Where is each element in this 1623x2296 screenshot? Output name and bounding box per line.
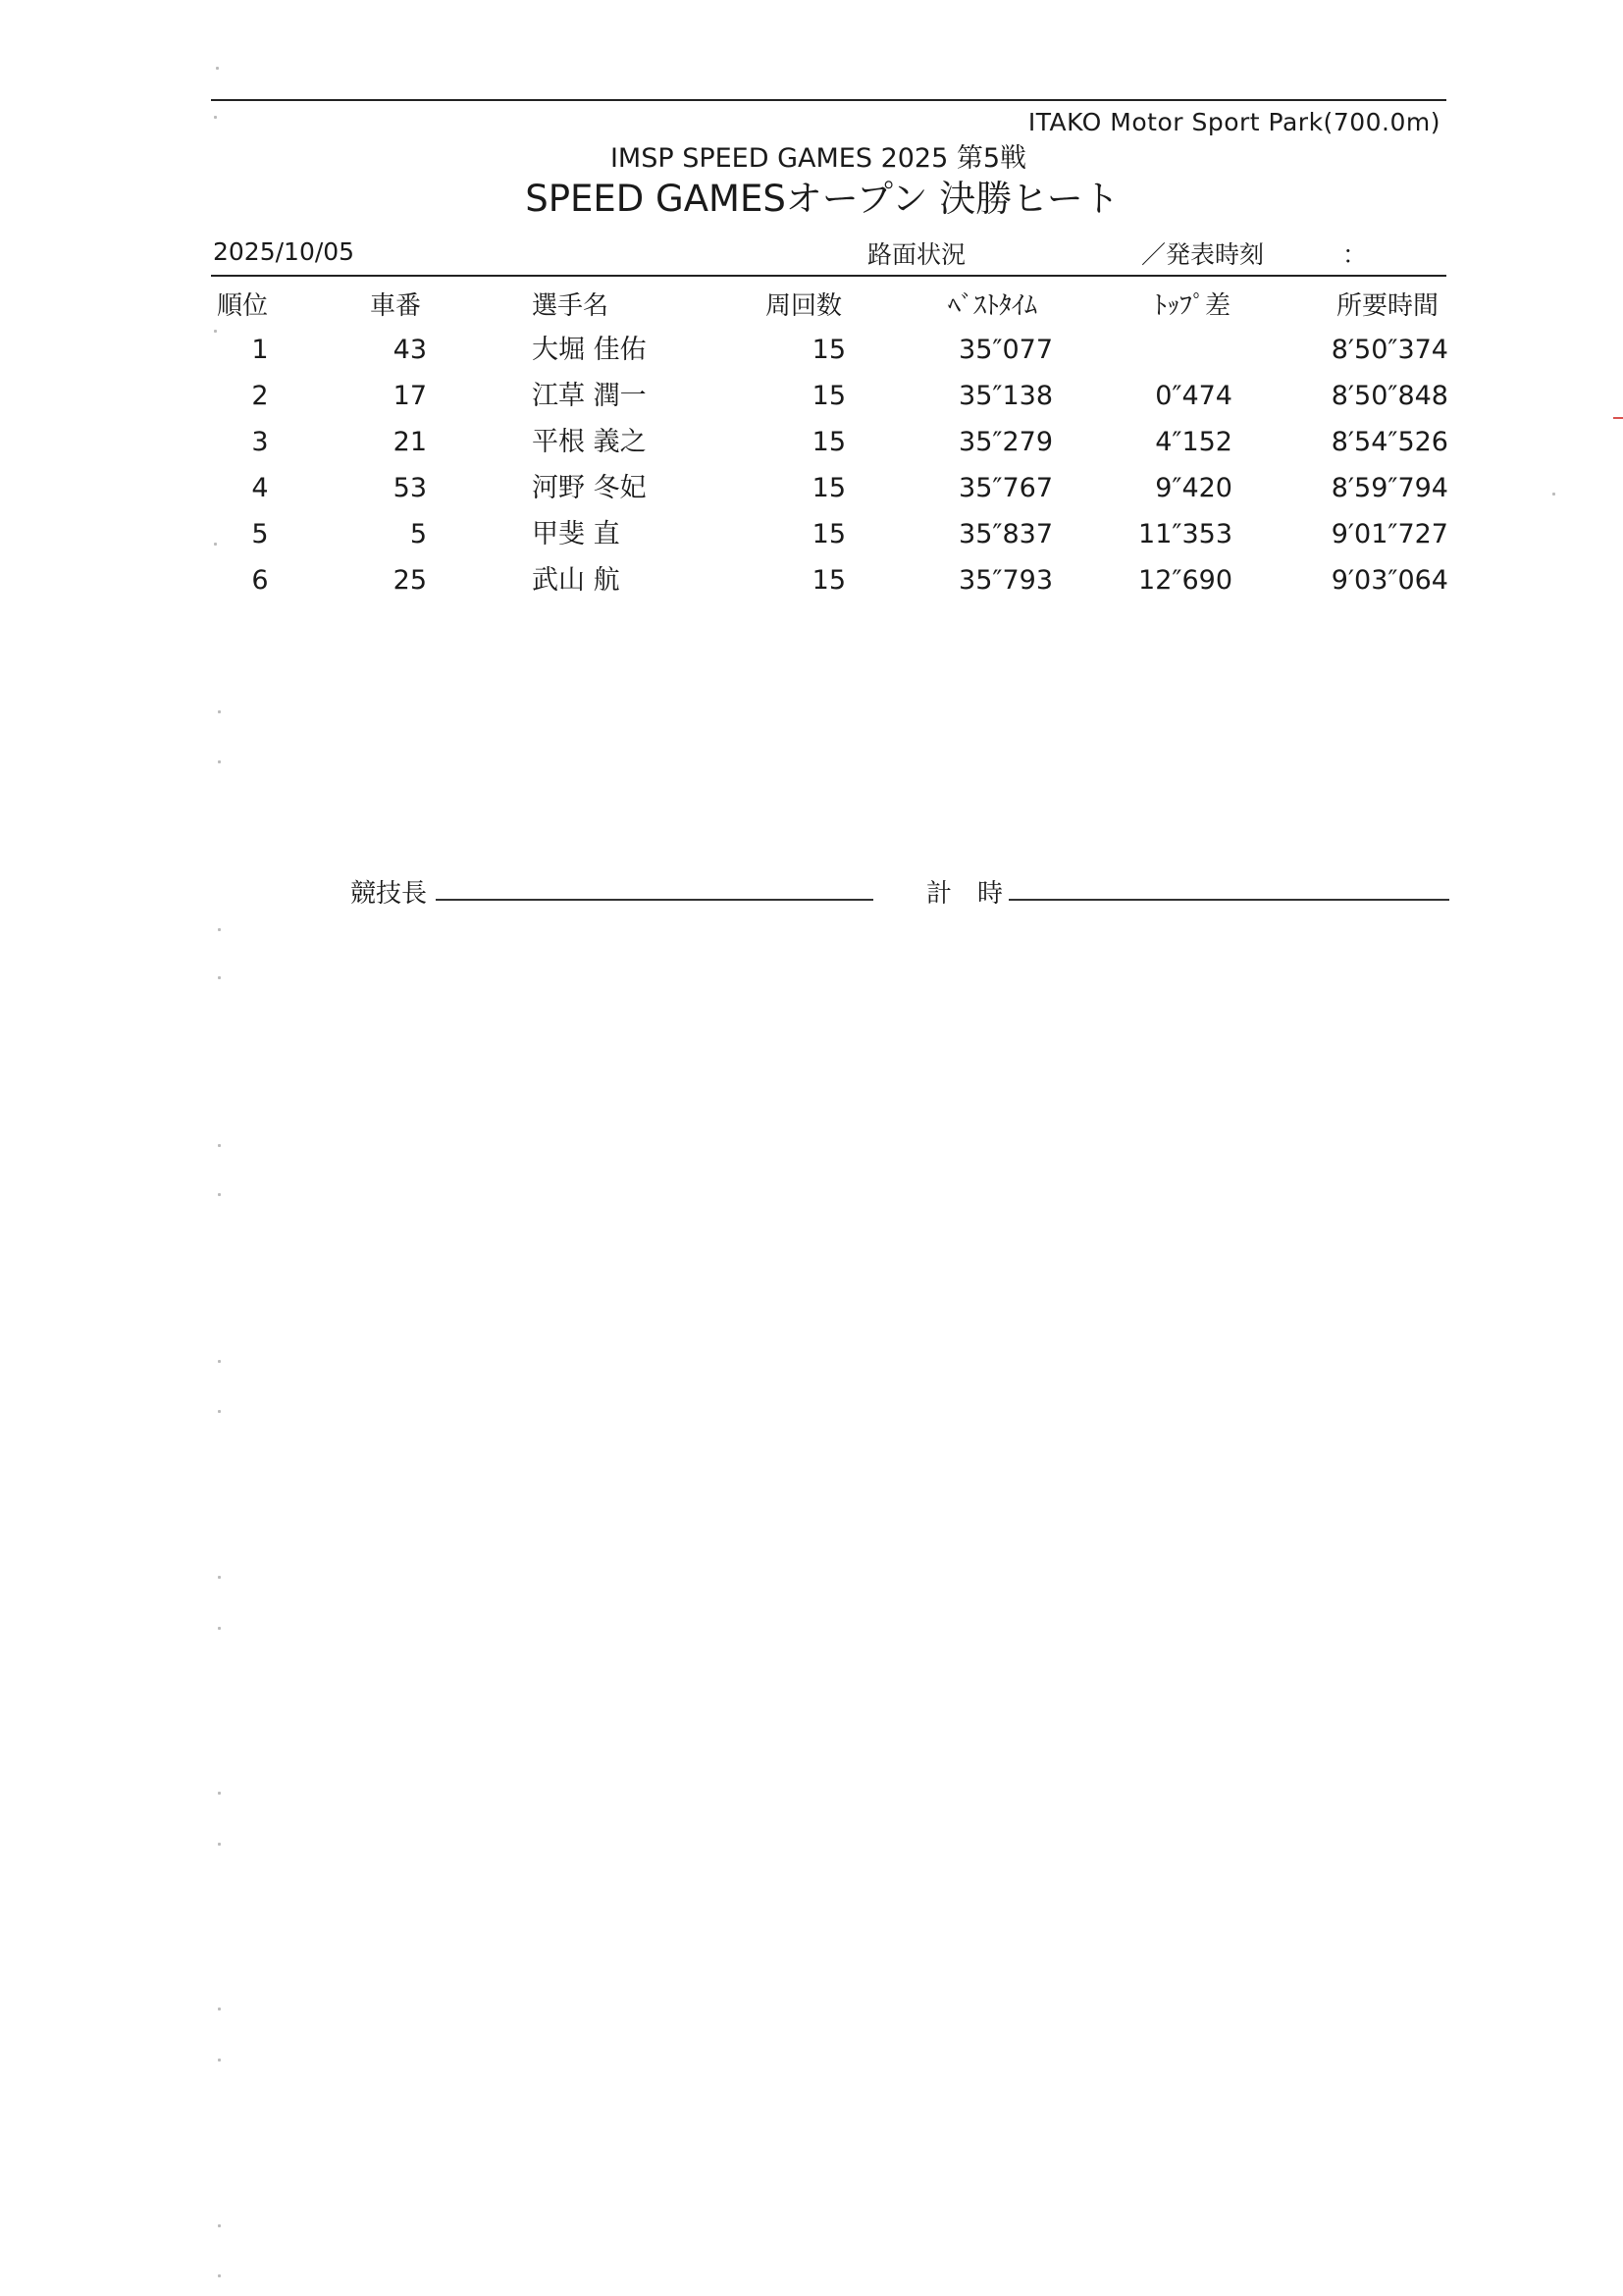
best-time-cell: 35″837	[959, 519, 1053, 549]
car-number-cell: 53	[393, 473, 427, 503]
best-time-cell: 35″279	[959, 427, 1053, 457]
header-rule	[211, 275, 1446, 277]
scan-speck	[218, 2224, 221, 2227]
scan-speck	[218, 2274, 221, 2277]
laps-cell: 15	[812, 381, 846, 411]
position-cell: 1	[251, 335, 269, 365]
laps-cell: 15	[812, 473, 846, 503]
column-header-car-number: 車番	[370, 291, 422, 321]
total-time-cell: 9′01″727	[1331, 519, 1448, 549]
table-row	[0, 561, 1623, 607]
race-director-label: 競技長	[350, 879, 428, 909]
laps-cell: 15	[812, 335, 846, 365]
column-header-total-time: 所要時間	[1336, 291, 1440, 321]
car-number-cell: 25	[393, 565, 427, 596]
announce-time-colon: ：	[1342, 240, 1368, 269]
column-header-laps: 周回数	[765, 291, 843, 321]
best-time-cell: 35″138	[959, 381, 1053, 411]
position-cell: 6	[251, 565, 269, 596]
scan-speck	[218, 1792, 221, 1795]
timekeeper-signature-line	[1009, 899, 1449, 901]
table-row	[0, 515, 1623, 561]
total-time-cell: 8′54″526	[1331, 427, 1448, 457]
car-number-cell: 43	[393, 335, 427, 365]
scan-speck	[218, 928, 221, 931]
best-time-cell: 35″793	[959, 565, 1053, 596]
position-cell: 3	[251, 427, 269, 457]
scan-speck	[1552, 493, 1555, 496]
driver-cell: 河野 冬妃	[532, 473, 647, 503]
driver-cell: 武山 航	[532, 565, 620, 596]
car-number-cell: 21	[393, 427, 427, 457]
results-table	[0, 287, 1623, 607]
scan-speck	[216, 67, 219, 70]
scan-speck	[218, 1843, 221, 1846]
gap-cell: 4″152	[1155, 427, 1232, 457]
scan-speck	[218, 760, 221, 763]
position-cell: 5	[251, 519, 269, 549]
gap-cell: 12″690	[1138, 565, 1232, 596]
scan-speck	[218, 1193, 221, 1196]
race-title: SPEED GAMESオープン 決勝ヒート	[525, 178, 1120, 220]
total-time-cell: 8′59″794	[1331, 473, 1448, 503]
column-header-driver: 選手名	[532, 291, 609, 321]
table-header-row	[0, 287, 1623, 331]
timekeeper-label: 計 時	[926, 879, 1004, 909]
gap-cell: 0″474	[1155, 381, 1232, 411]
venue-name: ITAKO Motor Sport Park(700.0m)	[1027, 108, 1440, 136]
scan-speck	[218, 1410, 221, 1413]
scan-edge-mark	[1613, 417, 1623, 419]
race-date: 2025/10/05	[213, 237, 355, 266]
scan-speck	[218, 2008, 221, 2010]
table-row	[0, 331, 1623, 377]
driver-cell: 大堀 佳佑	[532, 335, 647, 365]
scan-speck	[214, 543, 217, 546]
scan-speck	[218, 976, 221, 979]
scan-speck	[218, 2059, 221, 2061]
car-number-cell: 17	[393, 381, 427, 411]
total-time-cell: 8′50″374	[1331, 335, 1448, 365]
scan-speck	[218, 1144, 221, 1147]
scan-speck	[218, 1627, 221, 1630]
position-cell: 2	[251, 381, 269, 411]
total-time-cell: 9′03″064	[1331, 565, 1448, 596]
total-time-cell: 8′50″848	[1331, 381, 1448, 411]
driver-cell: 平根 義之	[532, 427, 647, 457]
scan-speck	[214, 116, 217, 119]
table-row	[0, 377, 1623, 423]
announce-time-label: ／発表時刻	[1141, 240, 1265, 269]
driver-cell: 江草 潤一	[532, 381, 647, 411]
column-header-gap: ﾄｯﾌﾟ差	[1154, 291, 1231, 321]
scan-speck	[218, 1576, 221, 1579]
position-cell: 4	[251, 473, 269, 503]
laps-cell: 15	[812, 565, 846, 596]
scan-speck	[218, 1360, 221, 1363]
car-number-cell: 5	[409, 519, 427, 549]
driver-cell: 甲斐 直	[532, 519, 620, 549]
laps-cell: 15	[812, 427, 846, 457]
best-time-cell: 35″767	[959, 473, 1053, 503]
column-header-position: 順位	[216, 291, 268, 321]
race-director-signature-line	[436, 899, 873, 901]
top-rule	[211, 99, 1446, 101]
gap-cell: 9″420	[1155, 473, 1232, 503]
table-row	[0, 469, 1623, 515]
road-condition-label: 路面状況	[867, 240, 967, 269]
column-header-best-time: ﾍﾞｽﾄﾀｲﾑ	[948, 291, 1038, 321]
laps-cell: 15	[812, 519, 846, 549]
scan-speck	[218, 710, 221, 713]
scan-speck	[214, 330, 217, 333]
best-time-cell: 35″077	[959, 335, 1053, 365]
table-row	[0, 423, 1623, 469]
gap-cell: 11″353	[1138, 519, 1232, 549]
event-title: IMSP SPEED GAMES 2025 第5戦	[609, 143, 1027, 174]
